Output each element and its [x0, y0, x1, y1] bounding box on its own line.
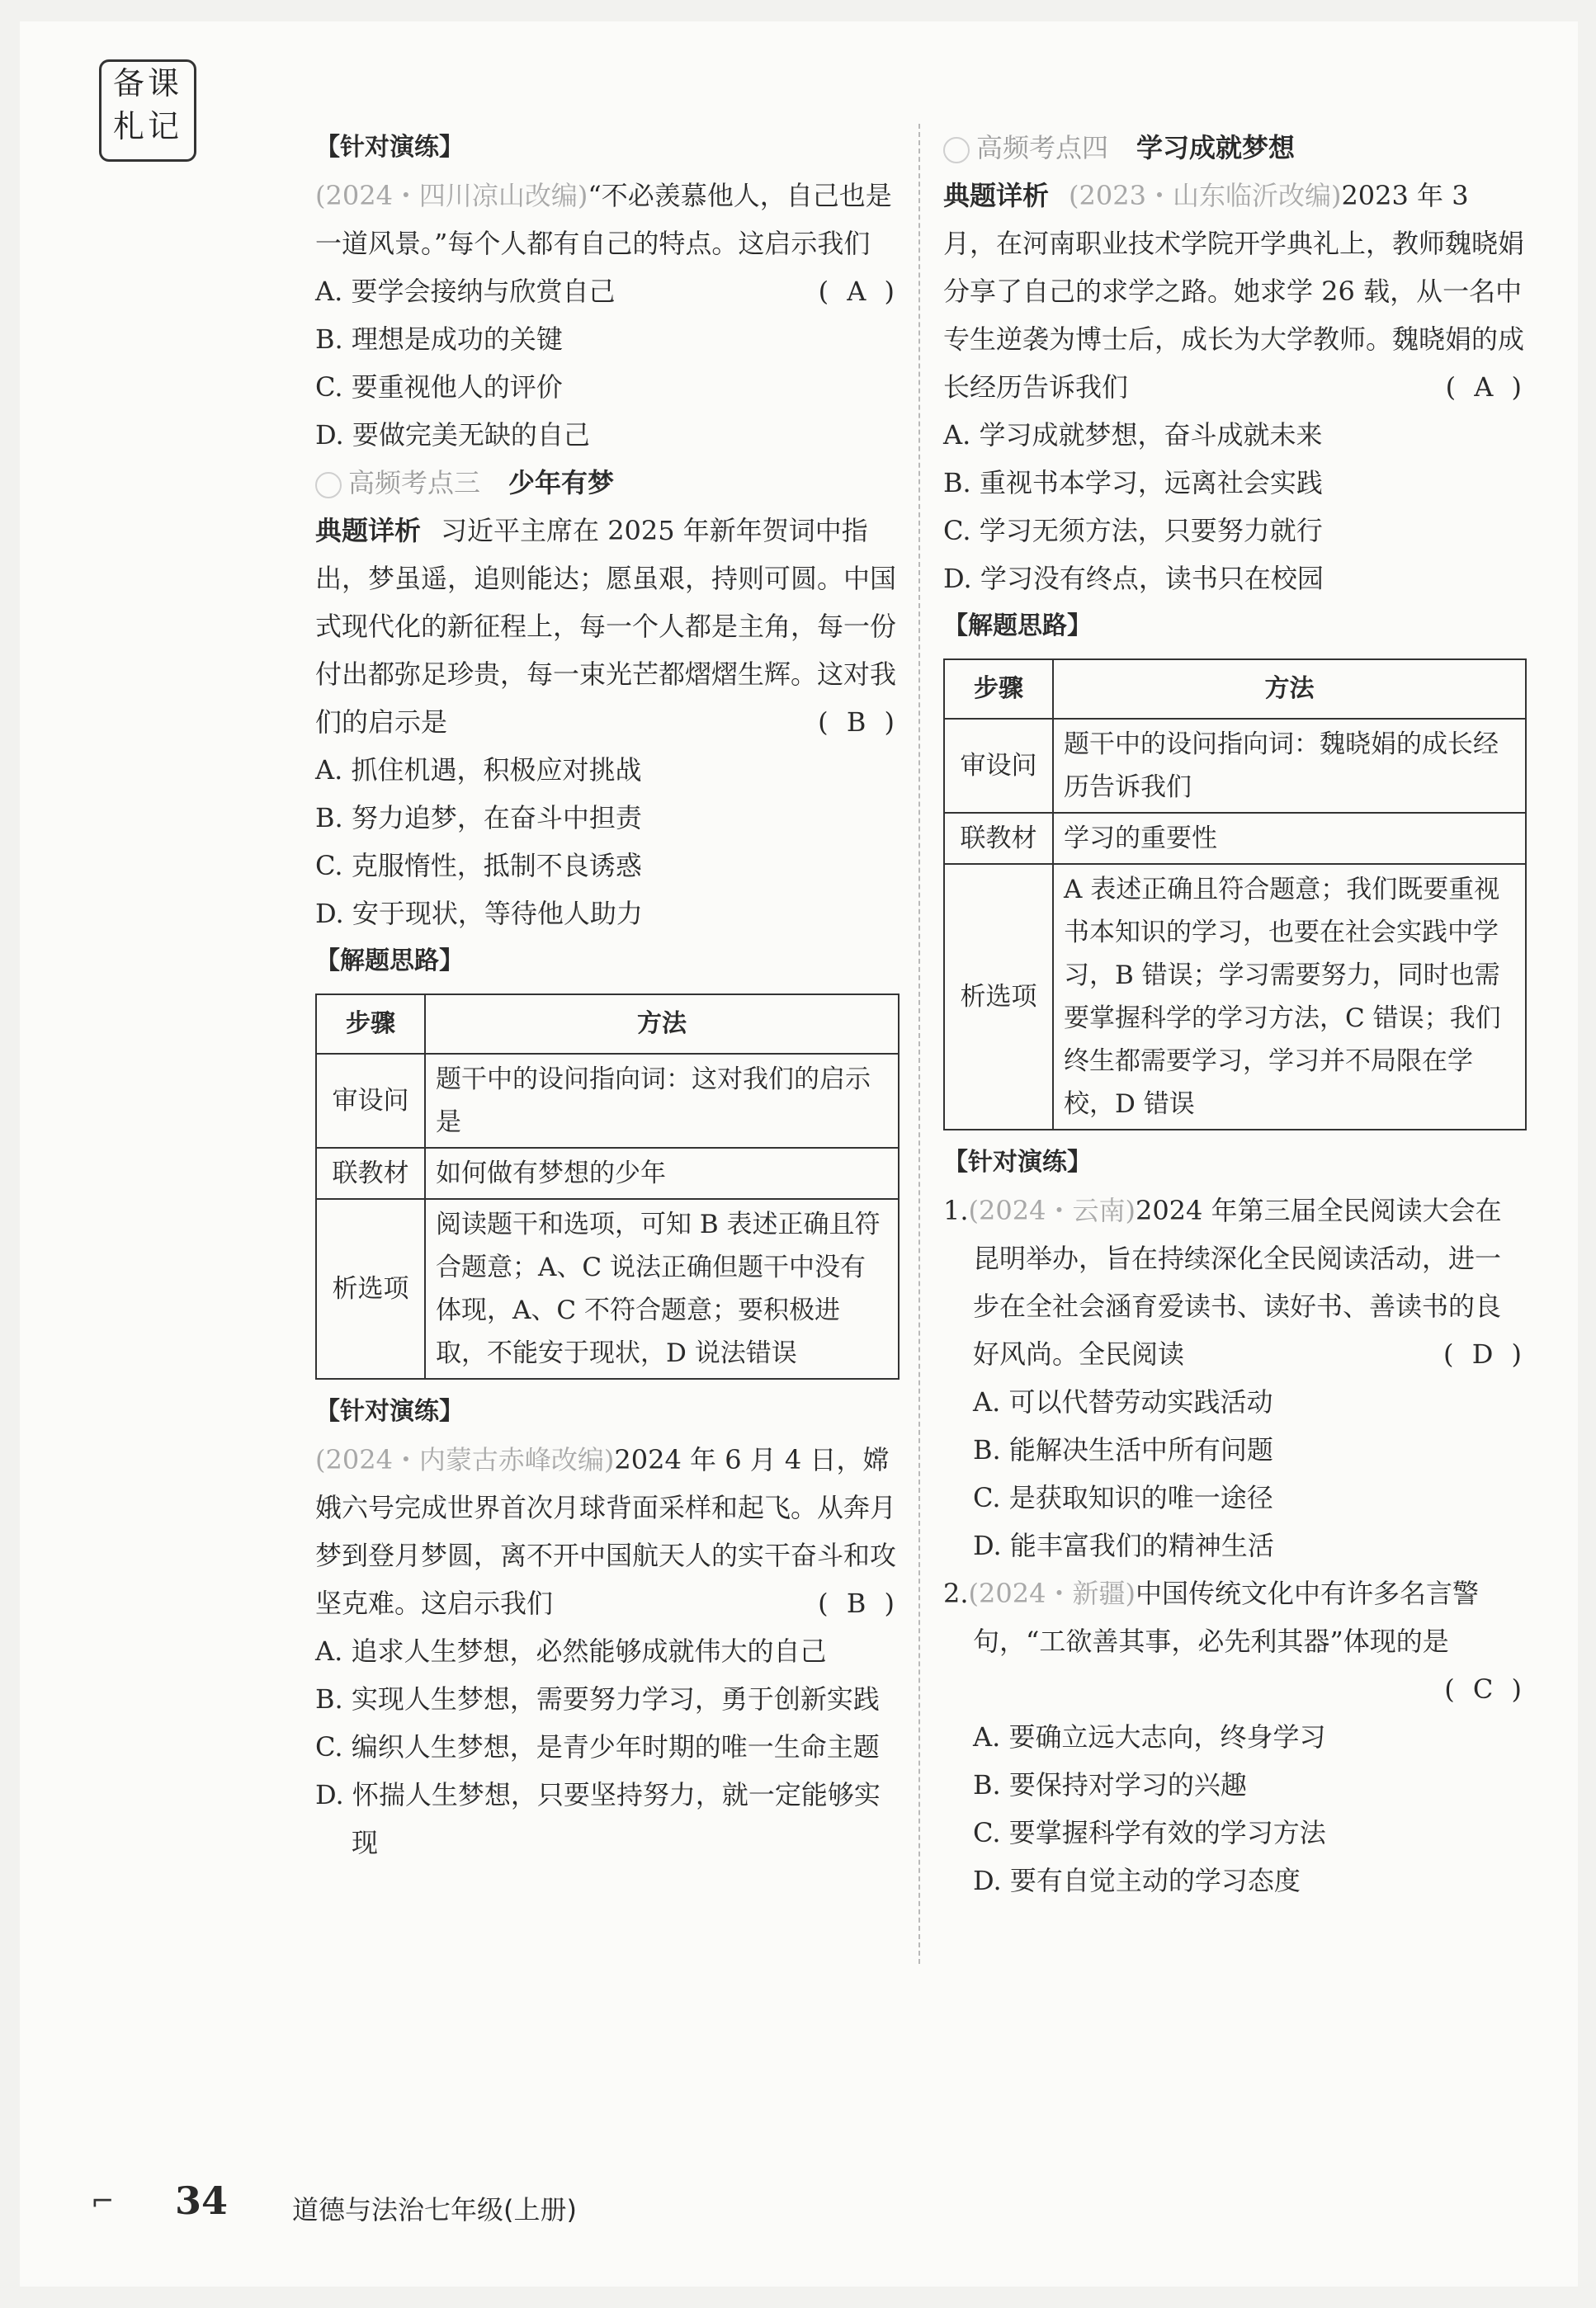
question-text: “不必羡慕他人，自己也是一道风景。”每个人都有自己的特点。这启示我们 — [315, 180, 892, 259]
table-row — [944, 813, 1526, 864]
th-step: 步骤 — [316, 994, 425, 1054]
option: D. 安于现状，等待他人助力 — [315, 898, 643, 929]
topic-label: 高频考点三 — [348, 467, 481, 498]
step-cell: 析选项 — [944, 864, 1053, 1130]
answer: ( B ) — [818, 706, 900, 738]
question — [315, 1436, 900, 1627]
option: A. 要确立远大志向，终身学习 — [973, 1721, 1326, 1753]
right-column — [943, 124, 1527, 1904]
step-cell: 联教材 — [316, 1148, 425, 1199]
question-number: 1. — [943, 1195, 969, 1226]
question-text: 2023 年 3 月，在河南职业技术学院开学典礼上，教师魏晓娟分享了自己的求学之路。她求学 26 载，从一名中专生逆袭为博士后，成长为大学教师。魏晓娟的成长经历告诉我们 — [943, 180, 1525, 403]
option: A. 追求人生梦想，必然能够成就伟大的自己 — [315, 1635, 827, 1667]
topic-heading — [943, 124, 1527, 172]
thinking-heading: 【解题思路】 — [943, 611, 1092, 640]
practice-heading: 【针对演练】 — [943, 1148, 1092, 1177]
option: B. 实现人生梦想，需要努力学习，勇于创新实践 — [315, 1683, 880, 1715]
question-source: (2024・新疆) — [968, 1578, 1136, 1609]
topic-heading — [315, 459, 900, 507]
table-header-row — [316, 994, 899, 1054]
table-row — [316, 1148, 899, 1199]
answer: ( C ) — [1444, 1673, 1527, 1705]
option: B. 努力追梦，在奋斗中担责 — [315, 802, 642, 833]
option: B. 重视书本学习，远离社会实践 — [943, 467, 1323, 498]
method-cell: 如何做有梦想的少年 — [425, 1148, 899, 1199]
topic-title: 学习成就梦想 — [1136, 132, 1296, 163]
answer: ( A ) — [1445, 371, 1527, 403]
circle-icon — [943, 137, 970, 163]
table-header-row — [944, 659, 1526, 719]
stamp-text: 备课札记 — [112, 65, 182, 144]
column-divider — [918, 124, 920, 1964]
question-source: (2023・山东临沂改编) — [1069, 180, 1342, 211]
practice-heading: 【针对演练】 — [315, 1397, 464, 1426]
question-text: 习近平主席在 2025 年新年贺词中指出，梦虽遥，追则能达；愿虽艰，持则可圆。中国式现代化的新征程上，每一个人都是主角，每一份付出都弥足珍贵，每一束光芒都熠熠生辉。这对我们的启示是 — [315, 515, 897, 738]
left-column — [315, 124, 900, 1867]
page-number: 34 — [175, 2178, 229, 2223]
question-source: (2024・内蒙古赤峰改编) — [315, 1444, 615, 1475]
table-row — [944, 719, 1526, 813]
practice-heading: 【针对演练】 — [315, 133, 464, 162]
option: D. 学习没有终点，读书只在校园 — [943, 563, 1324, 594]
option: C. 要重视他人的评价 — [315, 371, 563, 403]
option: A. 学习成就梦想，奋斗成就未来 — [943, 419, 1323, 451]
option: D. 能丰富我们的精神生活 — [973, 1530, 1274, 1561]
book-title: 道德与法治七年级(上册) — [292, 2194, 577, 2225]
circle-icon — [315, 472, 342, 498]
question — [943, 1187, 1527, 1378]
option: D. 怀揣人生梦想，只要坚持努力，就一定能够实现 — [315, 1779, 881, 1858]
option: B. 理想是成功的关键 — [315, 323, 563, 355]
example-label: 典题详析 — [943, 180, 1050, 211]
option: B. 能解决生活中所有问题 — [973, 1434, 1273, 1466]
step-cell: 联教材 — [944, 813, 1053, 864]
method-cell: 题干中的设问指向词：魏晓娟的成长经历告诉我们 — [1053, 719, 1526, 813]
method-cell: 题干中的设问指向词：这对我们的启示是 — [425, 1054, 899, 1148]
answer-line — [943, 1665, 1527, 1713]
question-source: (2024・云南) — [968, 1195, 1136, 1226]
question-text: 2024 年 6 月 4 日，嫦娥六号完成世界首次月球背面采样和起飞。从奔月梦到登月梦圆，离不开中国航天人的实干奋斗和攻坚克难。这启示我们 — [315, 1444, 897, 1619]
method-cell: 学习的重要性 — [1053, 813, 1526, 864]
topic-label: 高频考点四 — [976, 132, 1109, 163]
option: A. 要学会接纳与欣赏自己 — [315, 276, 616, 307]
step-cell: 审设问 — [316, 1054, 425, 1148]
topic-title: 少年有梦 — [508, 467, 615, 498]
question-source: (2024・四川凉山改编) — [315, 180, 588, 211]
solution-table — [943, 658, 1527, 1130]
option: B. 要保持对学习的兴趣 — [973, 1769, 1247, 1801]
table-row — [944, 864, 1526, 1130]
example-question — [943, 172, 1527, 411]
method-cell: 阅读题干和选项，可知 B 表述正确且符合题意；A、C 说法正确但题干中没有体现，A、C 不符合题意；要积极进取，不能安于现状，D 说法错误 — [425, 1199, 899, 1379]
answer: ( B ) — [818, 1588, 900, 1619]
th-method: 方法 — [425, 994, 899, 1054]
option: C. 学习无须方法，只要努力就行 — [943, 515, 1323, 546]
th-step: 步骤 — [944, 659, 1053, 719]
question-text: 2024 年第三届全民阅读大会在昆明举办，旨在持续深化全民阅读活动，进一步在全社会涵育爱读书、读好书、善读书的良好风尚。全民阅读 — [973, 1195, 1502, 1370]
corner-ornament-icon: ⌐ — [91, 2185, 115, 2218]
option: D. 要做完美无缺的自己 — [315, 419, 590, 451]
option: C. 编织人生梦想，是青少年时期的唯一生命主题 — [315, 1731, 880, 1763]
option: C. 克服惰性，抵制不良诱惑 — [315, 850, 642, 881]
answer: ( A ) — [818, 276, 900, 307]
solution-table — [315, 994, 900, 1380]
option: C. 是获取知识的唯一途径 — [973, 1482, 1273, 1513]
thinking-heading: 【解题思路】 — [315, 946, 464, 975]
example-question — [315, 507, 900, 746]
table-row — [316, 1199, 899, 1379]
step-cell: 析选项 — [316, 1199, 425, 1379]
step-cell: 审设问 — [944, 719, 1053, 813]
option: A. 可以代替劳动实践活动 — [973, 1386, 1273, 1418]
note-stamp — [99, 59, 196, 162]
table-row — [316, 1054, 899, 1148]
option: C. 要掌握科学有效的学习方法 — [973, 1817, 1326, 1848]
question — [943, 1569, 1527, 1665]
answer: ( D ) — [1443, 1338, 1527, 1370]
question-text: 中国传统文化中有许多名言警句，“工欲善其事，必先利其器”体现的是 — [973, 1578, 1479, 1657]
option: D. 要有自觉主动的学习态度 — [973, 1865, 1301, 1896]
option: A. 抓住机遇，积极应对挑战 — [315, 754, 642, 786]
method-cell: A 表述正确且符合题意；我们既要重视书本知识的学习，也要在社会实践中学习，B 错误；学习需要努力，同时也需要掌握科学的学习方法，C 错误；我们终生都需要学习，学习并不局限在学校，D 错误 — [1053, 864, 1526, 1130]
question-number: 2. — [943, 1578, 969, 1609]
example-label: 典题详析 — [315, 515, 422, 546]
th-method: 方法 — [1053, 659, 1526, 719]
